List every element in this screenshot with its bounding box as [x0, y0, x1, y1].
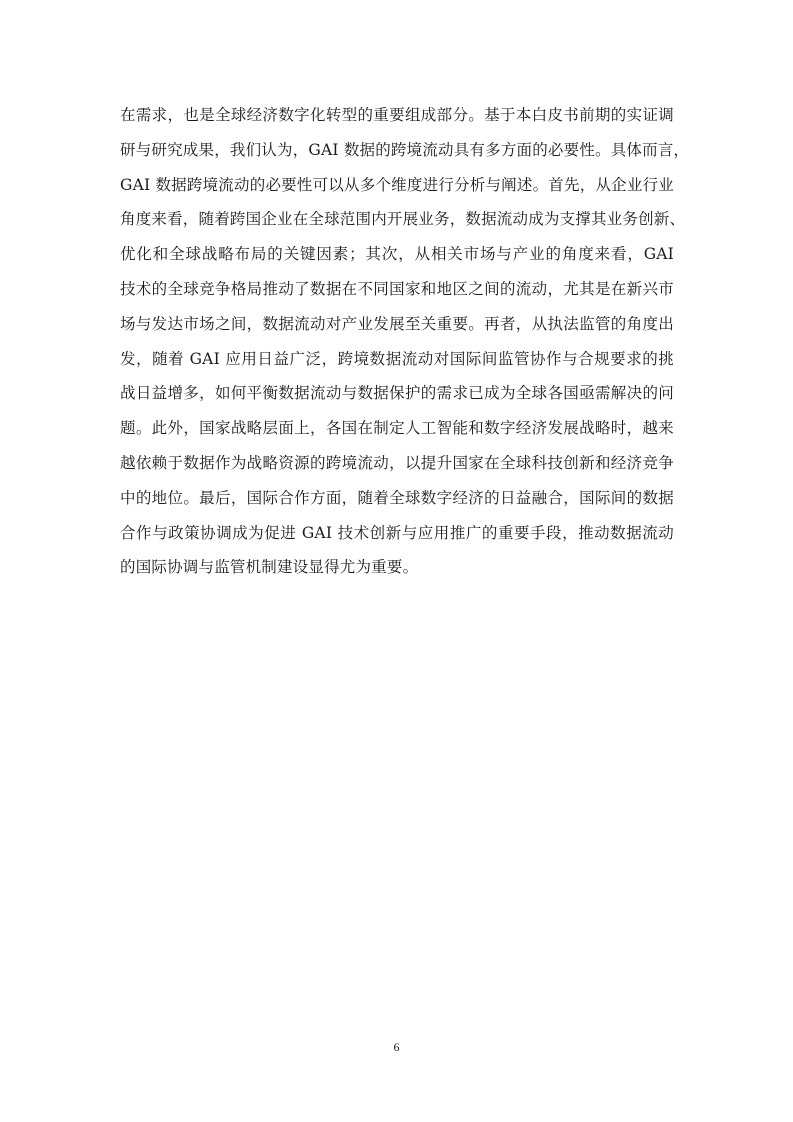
- paragraph-line-12: 中的地位。最后，国际合作方面，随着全球数字经济的日益融合，国际间的数据: [120, 488, 674, 507]
- paragraph-line-11: 越依赖于数据作为战略资源的跨境流动，以提升国家在全球科技创新和经济竞争: [120, 453, 674, 472]
- page-number: 6: [393, 1040, 400, 1054]
- paragraph-line-13: 合作与政策协调成为促进 GAI 技术创新与应用推广的重要手段，推动数据流动: [120, 523, 674, 542]
- paragraph-line-4: 角度来看，随着跨国企业在全球范围内开展业务，数据流动成为支撑其业务创新、: [120, 210, 686, 229]
- paragraph-line-8: 发，随着 GAI 应用日益广泛，跨境数据流动对国际间监管协作与合规要求的挑: [120, 349, 674, 368]
- body-paragraph: [120, 98, 690, 585]
- paragraph-line-9: 战日益增多，如何平衡数据流动与数据保护的需求已成为全球各国亟需解决的问: [120, 384, 674, 403]
- paragraph-line-6: 技术的全球竞争格局推动了数据在不同国家和地区之间的流动，尤其是在新兴市: [120, 279, 674, 298]
- paragraph-line-5: 优化和全球战略布局的关键因素；其次，从相关市场与产业的角度来看，GAI: [120, 245, 674, 264]
- paragraph-line-2: 研与研究成果，我们认为，GAI 数据的跨境流动具有多方面的必要性。具体而言，: [120, 140, 690, 159]
- paragraph-line-7: 场与发达市场之间，数据流动对产业发展至关重要。再者，从执法监管的角度出: [120, 314, 674, 333]
- paragraph-line-10: 题。此外，国家战略层面上，各国在制定人工智能和数字经济发展战略时，越来: [120, 419, 674, 438]
- paragraph-line-1: 在需求，也是全球经济数字化转型的重要组成部分。基于本白皮书前期的实证调: [120, 106, 674, 124]
- paragraph-line-3: GAI 数据跨境流动的必要性可以从多个维度进行分析与阐述。首先，从企业行业: [120, 175, 674, 194]
- paragraph-line-14: 的国际协调与监管机制建设显得尤为重要。: [120, 558, 419, 577]
